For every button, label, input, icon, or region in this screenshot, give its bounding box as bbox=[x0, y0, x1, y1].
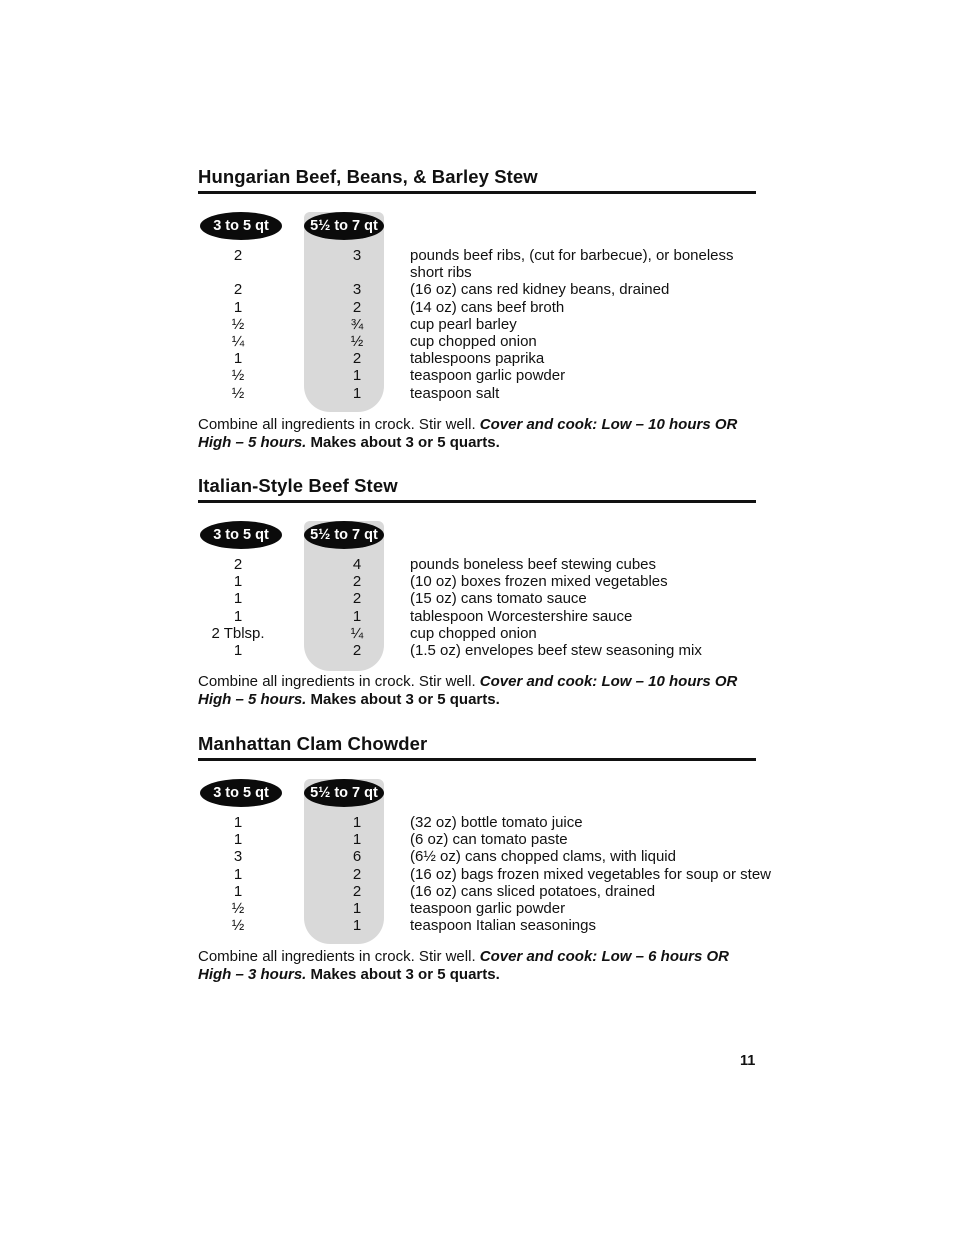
recipe-hungarian-stew bbox=[198, 166, 756, 452]
directions bbox=[198, 948, 758, 984]
large-crock-badge: 5½ to 7 qt bbox=[304, 779, 384, 807]
small-qty: ½ bbox=[231, 384, 245, 402]
directions bbox=[198, 416, 758, 452]
small-qty: 2 Tblsp. bbox=[211, 624, 265, 642]
large-qty: 6 bbox=[352, 848, 362, 866]
directions bbox=[198, 673, 758, 709]
ingredient-name: pounds boneless beef stewing cubes bbox=[410, 556, 657, 573]
small-qty: 1 bbox=[233, 814, 243, 831]
ingredient-table bbox=[198, 779, 772, 935]
ingredient-name: teaspoon salt bbox=[410, 384, 500, 402]
large-qty: 1 bbox=[352, 917, 362, 935]
ingredient-row bbox=[198, 814, 756, 831]
ingredient-name: pounds beef ribs, (cut for barbecue), or boneless short ribs bbox=[410, 247, 734, 282]
ingredient-row bbox=[198, 900, 756, 917]
ingredient-name: tablespoon Worcestershire sauce bbox=[410, 607, 633, 625]
page-number: 11 bbox=[740, 1053, 756, 1069]
small-crock-badge: 3 to 5 qt bbox=[200, 779, 282, 807]
yield: Makes about 3 or 5 quarts. bbox=[306, 966, 500, 984]
directions-intro: Combine all ingredients in crock. Stir well. bbox=[198, 948, 480, 966]
large-qty: 2 bbox=[352, 573, 362, 591]
ingredient-name: cup pearl barley bbox=[410, 315, 517, 333]
ingredient-name: (16 oz) cans red kidney beans, drained bbox=[410, 281, 670, 299]
small-qty: ½ bbox=[231, 315, 245, 333]
ingredient-name: teaspoon garlic powder bbox=[410, 900, 566, 918]
ingredient-row bbox=[198, 831, 756, 848]
recipe-title: Italian-Style Beef Stew bbox=[198, 475, 756, 503]
large-qty: ¾ bbox=[350, 315, 364, 333]
small-qty: 1 bbox=[233, 831, 243, 849]
large-qty: ¼ bbox=[350, 624, 364, 642]
large-qty: 1 bbox=[352, 607, 362, 625]
ingredient-row bbox=[198, 299, 756, 316]
ingredient-row bbox=[198, 625, 756, 642]
directions-intro: Combine all ingredients in crock. Stir well. bbox=[198, 673, 480, 691]
ingredient-row bbox=[198, 917, 756, 934]
small-qty: 1 bbox=[233, 298, 243, 316]
ingredient-row bbox=[198, 385, 756, 402]
recipe-manhattan-chowder bbox=[198, 733, 772, 984]
ingredient-name: (10 oz) boxes frozen mixed vegetables bbox=[410, 573, 668, 591]
ingredient-name: (6 oz) can tomato paste bbox=[410, 831, 568, 849]
large-qty: 4 bbox=[352, 556, 362, 573]
large-qty: ½ bbox=[350, 333, 364, 351]
ingredient-row bbox=[198, 865, 772, 883]
large-qty: 3 bbox=[352, 281, 362, 299]
ingredient-name: cup chopped onion bbox=[410, 624, 537, 642]
ingredient-name: (16 oz) bags frozen mixed vegetables for soup or stew bbox=[410, 865, 772, 883]
ingredient-name: teaspoon Italian seasonings bbox=[410, 917, 596, 935]
large-qty: 1 bbox=[352, 814, 362, 831]
large-crock-badge: 5½ to 7 qt bbox=[304, 521, 384, 549]
large-qty: 2 bbox=[352, 882, 362, 900]
small-qty: 1 bbox=[233, 882, 243, 900]
directions-intro: Combine all ingredients in crock. Stir well. bbox=[198, 415, 480, 433]
yield: Makes about 3 or 5 quarts. bbox=[306, 433, 500, 451]
small-qty: ¼ bbox=[231, 333, 245, 351]
ingredient-name: (6½ oz) cans chopped clams, with liquid bbox=[410, 848, 676, 866]
ingredient-row bbox=[198, 247, 756, 281]
large-qty: 2 bbox=[352, 590, 362, 608]
ingredient-name: (16 oz) cans sliced potatoes, drained bbox=[410, 882, 656, 900]
ingredient-rows bbox=[198, 212, 756, 402]
small-qty: 1 bbox=[233, 642, 243, 660]
ingredient-name: tablespoons paprika bbox=[410, 350, 545, 368]
small-qty: 1 bbox=[233, 590, 243, 608]
small-crock-badge: 3 to 5 qt bbox=[200, 212, 282, 240]
small-qty: ½ bbox=[231, 900, 245, 918]
large-qty: 2 bbox=[352, 350, 362, 368]
ingredient-row bbox=[198, 848, 756, 865]
ingredient-row bbox=[198, 367, 756, 384]
yield: Makes about 3 or 5 quarts. bbox=[306, 691, 500, 709]
ingredient-name: (14 oz) cans beef broth bbox=[410, 298, 565, 316]
small-qty: ½ bbox=[231, 367, 245, 385]
large-qty: 1 bbox=[352, 367, 362, 385]
ingredient-name: (1.5 oz) envelopes beef stew seasoning mix bbox=[410, 642, 702, 660]
ingredient-row bbox=[198, 333, 756, 350]
ingredient-row bbox=[198, 316, 756, 333]
ingredient-table bbox=[198, 212, 756, 402]
recipe-title: Hungarian Beef, Beans, & Barley Stew bbox=[198, 166, 756, 194]
small-qty: 3 bbox=[233, 848, 243, 866]
recipe-italian-stew bbox=[198, 475, 756, 709]
cook-time: Cover and cook: Low – 6 hours OR High – 3 hours. bbox=[198, 948, 729, 984]
ingredient-row bbox=[198, 590, 756, 607]
small-qty: ½ bbox=[231, 917, 245, 935]
small-crock-badge: 3 to 5 qt bbox=[200, 521, 282, 549]
ingredient-row bbox=[198, 573, 756, 590]
small-qty: 2 bbox=[233, 281, 243, 299]
large-qty: 2 bbox=[352, 642, 362, 660]
small-qty: 2 bbox=[233, 247, 243, 264]
cook-time: Cover and cook: Low – 10 hours OR High – 5 hours. bbox=[198, 673, 738, 709]
large-crock-badge: 5½ to 7 qt bbox=[304, 212, 384, 240]
ingredient-rows bbox=[198, 521, 756, 659]
ingredient-table bbox=[198, 521, 756, 659]
ingredient-name: cup chopped onion bbox=[410, 333, 537, 351]
large-qty: 1 bbox=[352, 384, 362, 402]
large-qty: 1 bbox=[352, 900, 362, 918]
recipe-title: Manhattan Clam Chowder bbox=[198, 733, 756, 761]
small-qty: 1 bbox=[233, 607, 243, 625]
small-qty: 1 bbox=[233, 865, 243, 883]
ingredient-rows bbox=[198, 779, 772, 935]
ingredient-row bbox=[198, 556, 756, 573]
ingredient-row bbox=[198, 883, 756, 900]
ingredient-name: (15 oz) cans tomato sauce bbox=[410, 590, 587, 608]
large-qty: 3 bbox=[352, 247, 362, 264]
small-qty: 1 bbox=[233, 573, 243, 591]
ingredient-row bbox=[198, 350, 756, 367]
cook-time: Cover and cook: Low – 10 hours OR High – 5 hours. bbox=[198, 415, 738, 451]
ingredient-row bbox=[198, 281, 756, 298]
ingredient-name: (32 oz) bottle tomato juice bbox=[410, 814, 583, 831]
large-qty: 1 bbox=[352, 831, 362, 849]
ingredient-row bbox=[198, 642, 756, 659]
large-qty: 2 bbox=[352, 865, 362, 883]
ingredient-row bbox=[198, 608, 756, 625]
small-qty: 1 bbox=[233, 350, 243, 368]
ingredient-name: teaspoon garlic powder bbox=[410, 367, 566, 385]
small-qty: 2 bbox=[233, 556, 243, 573]
large-qty: 2 bbox=[352, 298, 362, 316]
